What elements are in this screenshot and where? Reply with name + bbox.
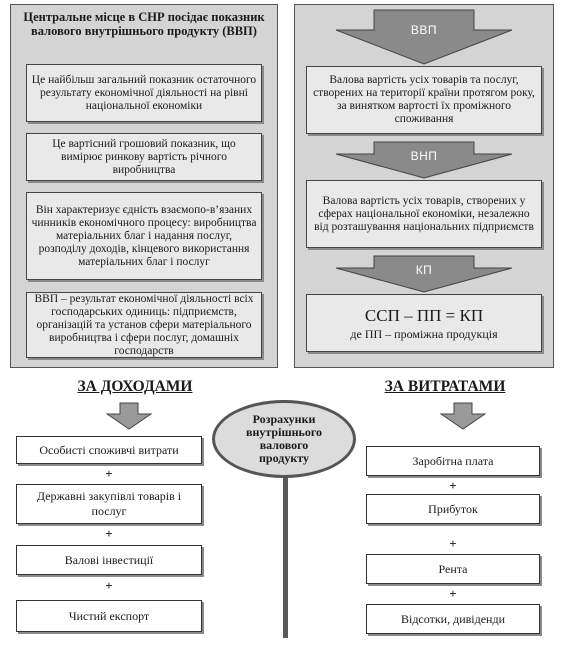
expenses-plus-1: + (449, 478, 457, 493)
formula-box (306, 294, 542, 352)
kp-arrow (334, 254, 514, 294)
gnp-arrow-label: ВНП (410, 149, 438, 163)
gdp-definition-3: Він характеризує єдність взаємопо-в’язаних чинників економічного процесу: виробництва матеріальних благ і надання послуг, розподілу доходів, кінцевого використання матеріальних благ і послуг (26, 192, 262, 280)
expenses-plus-3: + (449, 586, 457, 601)
gdp-definition-4: ВВП – результат економічної діяльності всіх господарських одиниць: підприємств, організацій та установ сфери матеріального виробництва і сфери послуг, домашніх господарств (26, 292, 262, 358)
gdp-definition-1: Це найбільш загальний показник остаточного результату економічної діяльності на рівні національної економіки (26, 64, 262, 122)
gnp-description: Валова вартість усіх товарів, створених у сферах національної економіки, незалежно від розташування національних підприємств (306, 180, 542, 248)
center-oval (212, 400, 356, 478)
expenses-item-1: Заробітна плата (366, 446, 540, 476)
center-label: Розрахунки внутрішнього валового продукту (246, 412, 322, 465)
gdp-arrow (334, 8, 514, 66)
gdp-description: Валова вартість усіх товарів та послуг, створених на території країни протягом року, за винятком вартості їх проміжного споживання (306, 66, 542, 134)
income-item-2: Державні закупівлі товарів і послуг (16, 484, 202, 524)
center-stem (283, 470, 288, 638)
income-item-3: Валові інвестиції (16, 545, 202, 575)
income-down-arrow-icon (106, 402, 152, 430)
down-arrow-icon (334, 8, 514, 66)
income-plus-3: + (105, 578, 113, 593)
income-heading: ЗА ДОХОДАМИ (77, 378, 193, 395)
formula: ССП – ПП = КП (364, 306, 484, 325)
income-item-1: Особисті споживчі витрати (16, 436, 202, 464)
expenses-item-2: Прибуток (366, 494, 540, 524)
left-panel-title: Центральне місце в СНР посідає показник валового внутрішнього продукту (ВВП) (23, 10, 265, 38)
expenses-down-arrow-icon (440, 402, 486, 430)
formula-note: де ПП – проміжна продукція (350, 327, 498, 341)
income-plus-2: + (105, 526, 113, 541)
income-item-4: Чистий експорт (16, 600, 202, 632)
kp-arrow-label: КП (415, 263, 433, 277)
income-plus-1: + (105, 466, 113, 481)
gdp-arrow-label: ВВП (410, 23, 438, 37)
gnp-arrow (334, 140, 514, 180)
expenses-item-4: Відсотки, дивіденди (366, 604, 540, 634)
expenses-plus-2: + (449, 536, 457, 551)
expenses-item-3: Рента (366, 554, 540, 584)
expenses-heading: ЗА ВИТРАТАМИ (384, 378, 506, 395)
gdp-definition-2: Це вартісний грошовий показник, що вимірює ринкову вартість річного виробництва (26, 133, 262, 181)
